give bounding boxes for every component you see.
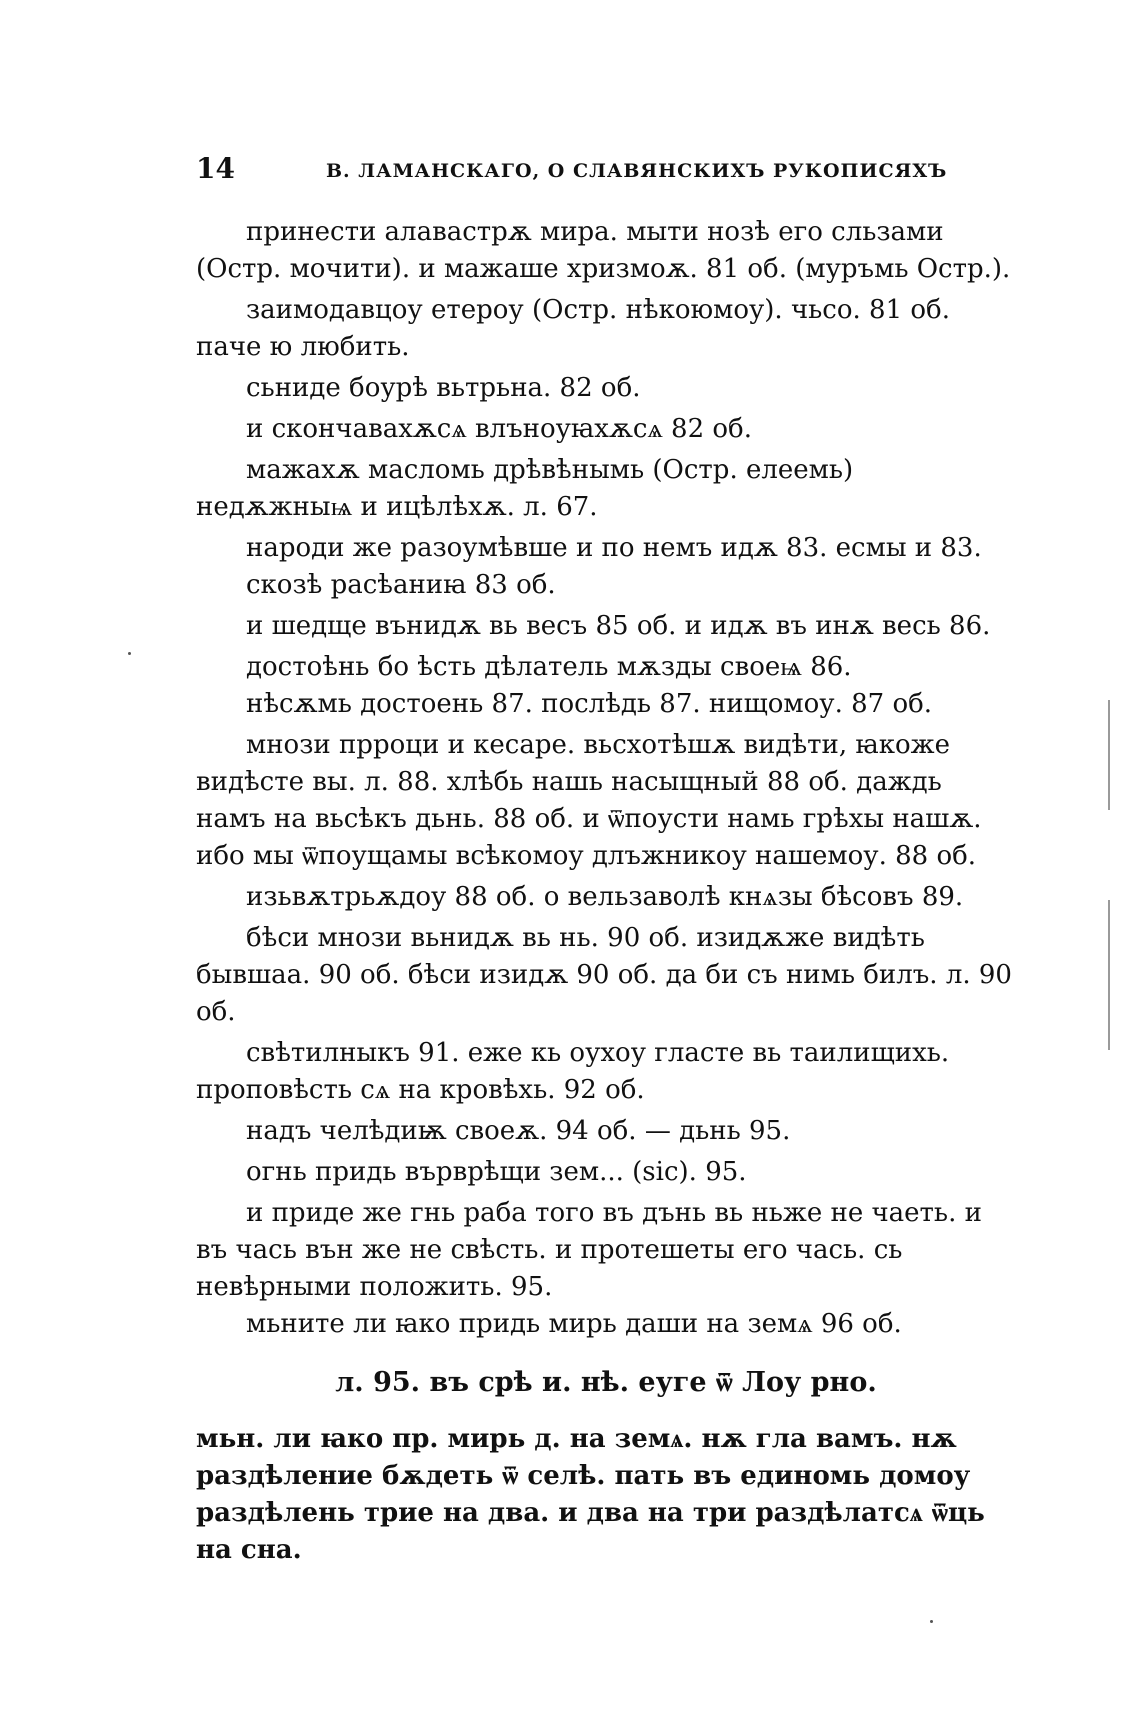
paragraph: мнози прроци и кесаре. вьсхотѣшѫ видѣти, ꙗкоже видѣсте вы. л. 88. хлѣбь нашь насыщный 88 об. даждь намъ на вьсѣкъ дьнь. 88 об. и ѿпоусти намь грѣхы нашѫ. ибо мы ѿпоущамы всѣкомоу длъжникоу нашемоу. 88 об.: [196, 730, 982, 871]
paragraph: принести алавастрѫ мира. мыти нозѣ его сльзами (Остр. мочити). и мажаше хризмоѫ. 81 об. (муръмь Остр.).: [196, 217, 1011, 284]
speck: [930, 1620, 933, 1623]
paragraph: и приде же гнь раба того въ дънь вь ньже не чаеть. и въ чась вън же не свѣсть. и протешеты его чась. сь невѣрными положить. 95.: [196, 1198, 982, 1302]
centered-reference-line: л. 95. въ срѣ и. нѣ. еуге ѿ Лоу рно.: [335, 1367, 877, 1398]
margin-rule: [1108, 700, 1110, 810]
paragraph: и шедще вънидѫ вь весъ 85 об. и идѫ въ инѫ весь 86.: [246, 611, 991, 641]
paragraph: надъ челѣдиѭ своеѫ. 94 об. — дьнь 95.: [246, 1116, 791, 1146]
paragraph: мьните ли ꙗко придь мирь даши на земѧ 96 об.: [246, 1309, 902, 1339]
paragraph: изьвѫтрьѫдоу 88 об. о вельзаволѣ кнѧзы бѣсовъ 89.: [246, 882, 964, 912]
paragraph: заимодавцоу етероу (Остр. нѣкоюмоу). чьсо. 81 об. паче ю любить.: [196, 295, 950, 362]
speck: [128, 652, 131, 655]
paragraph: свѣтилныкъ 91. еже кь оухоу гласте вь таилищихь. проповѣсть сѧ на кровѣхь. 92 об.: [196, 1038, 950, 1105]
page-header: [196, 152, 1016, 192]
paragraph: мажахѫ масломь дрѣвѣнымь (Остр. елеемь) недѫжныѩ и ицѣлѣхѫ. л. 67.: [196, 455, 854, 522]
paragraph: народи же разоумѣвше и по немъ идѫ 83. есмы и 83.: [246, 533, 982, 563]
paragraph: бѣси мнози вьнидѫ вь нь. 90 об. изидѫже видѣть бывшаа. 90 об. бѣси изидѫ 90 об. да би съ нимь билъ. л. 90 об.: [196, 923, 1012, 1027]
margin-rule: [1108, 900, 1110, 1050]
paragraph: нѣсѫмь достоень 87. послѣдь 87. нищомоу. 87 об.: [246, 689, 933, 719]
running-title: В. ЛАМАНСКАГО, О СЛАВЯНСКИХЪ РУКОПИСЯХЪ: [326, 160, 948, 182]
paragraph: сьниде боурѣ вьтрьна. 82 об.: [246, 373, 641, 403]
final-paragraph: мьн. ли ꙗко пр. мирь д. на земѧ. нѫ гла вамъ. нѫ раздѣление бѫдеть ѿ селѣ. пать въ единомь домоу раздѣлень трие на два. и два на три раздѣлатсѧ ѿць на сна.: [196, 1424, 985, 1565]
paragraph: и скончавахѫсѧ влъноуꙗхѫсѧ 82 об.: [246, 414, 752, 444]
page-number: 14: [196, 152, 235, 185]
paragraph: скозѣ расѣаниꙗ 83 об.: [246, 570, 556, 600]
paragraph: огнь придь върврѣщи зем... (sic). 95.: [246, 1157, 747, 1187]
paragraph: достоѣнь бо ѣсть дѣлатель мѫзды своеѩ 86.: [246, 652, 852, 682]
page-body: [196, 214, 1016, 1573]
